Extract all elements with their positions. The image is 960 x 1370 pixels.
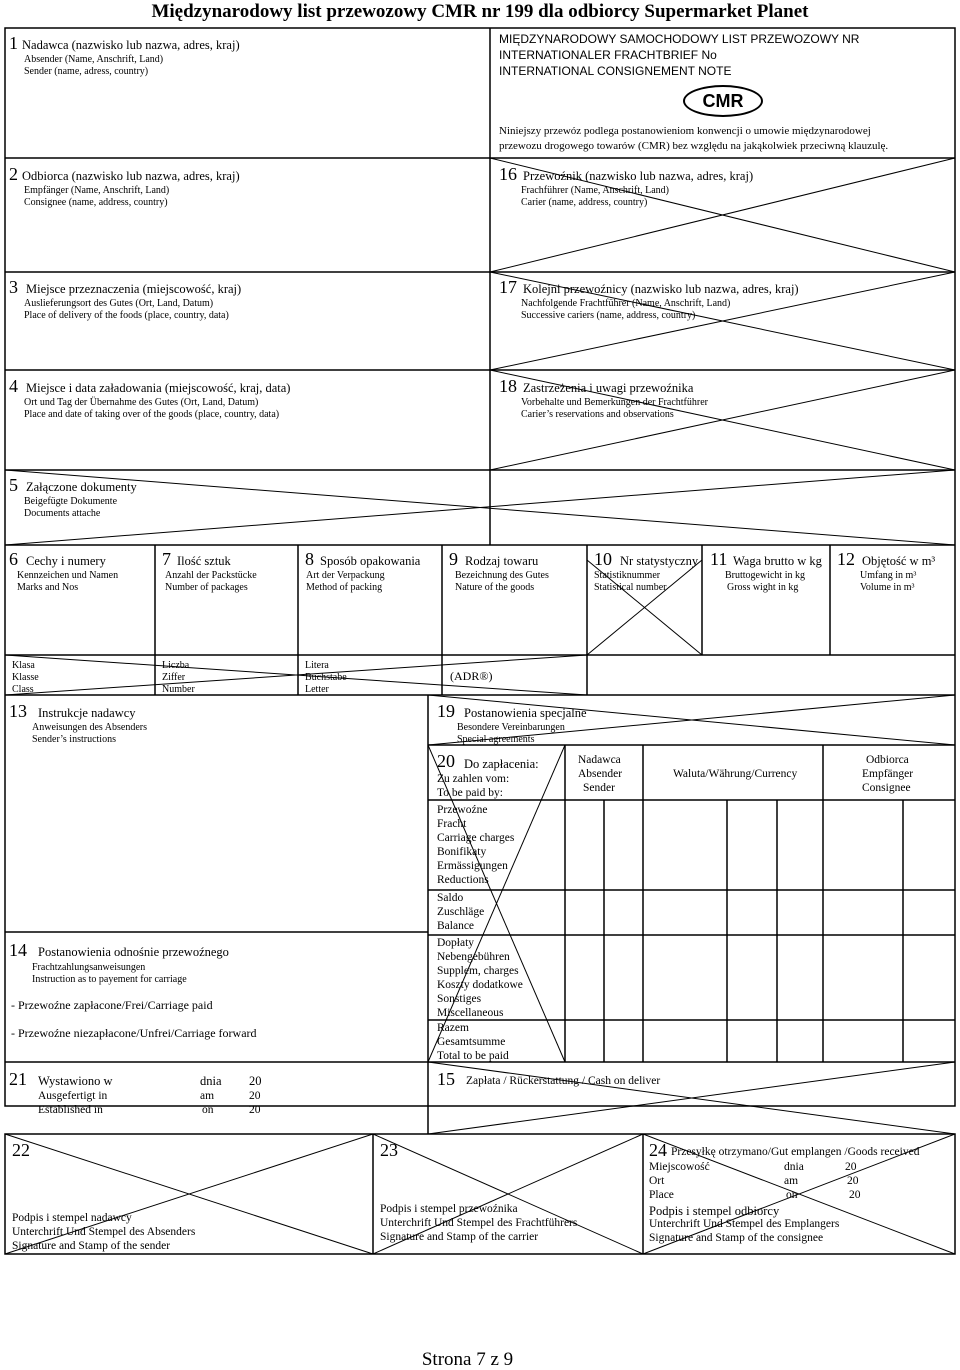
field-16-label-en: Carier (name, address, country) xyxy=(521,197,648,208)
charge-row-label: Supplem, charges xyxy=(437,965,519,977)
field-24-line-1: Podpis i stempel odbiorcy xyxy=(649,1204,780,1218)
field-10-label-en: Statistical number xyxy=(594,582,667,593)
charge-row-label: Carriage charges xyxy=(437,832,515,844)
field-14-label-de: Frachtzahlungsanweisungen xyxy=(32,962,146,973)
charge-row-label: Razem xyxy=(437,1022,469,1034)
adr-litera-pl: Litera xyxy=(305,660,329,671)
field-17-label-pl: Kolejni przewoźnicy (nazwisko lub nazwa, adres, kraj) xyxy=(523,282,799,296)
field-24-place-pl: Miejscowość xyxy=(649,1161,710,1173)
field-11-label-de: Bruttogewicht in kg xyxy=(725,570,805,581)
field-24-year: 20 xyxy=(849,1189,861,1201)
adr-liczba-pl: Liczba xyxy=(162,660,190,671)
field-1-label-en: Sender (name, adress, country) xyxy=(24,66,149,77)
field-3-label-de: Auslieferungsort des Gutes (Ort, Land, Datum) xyxy=(24,298,214,309)
field-10-number: 10 xyxy=(594,549,612,569)
field-17-number: 17 xyxy=(499,277,517,297)
charge-row-label: Bonifikaty xyxy=(437,846,487,858)
field-16-number: 16 xyxy=(499,164,517,184)
page-title: Międzynarodowy list przewozowy CMR nr 199 dla odbiorcy Supermarket Planet xyxy=(151,1,809,22)
field-12-label-pl: Objętość w m³ xyxy=(862,554,936,568)
page-number: Strona 7 z 9 xyxy=(421,1349,514,1370)
adr-klasa-de: Klasse xyxy=(12,672,39,683)
col-consignee-pl: Odbiorca xyxy=(866,754,909,766)
col-currency: Waluta/Währung/Currency xyxy=(673,768,798,780)
adr-liczba-de: Ziffer xyxy=(162,672,186,683)
field-5-label-en: Documents attache xyxy=(24,508,101,519)
field-24-year: 20 xyxy=(845,1161,857,1173)
field-9-label-de: Bezeichnung des Gutes xyxy=(455,570,549,581)
field-21-year: 20 xyxy=(249,1104,261,1116)
field-7-label-en: Number of packages xyxy=(165,582,248,593)
field-8-number: 8 xyxy=(305,549,314,569)
field-14-number: 14 xyxy=(9,940,27,960)
field-1-label-pl: Nadawca (nazwisko lub nazwa, adres, kraj) xyxy=(22,38,240,52)
option-carriage-forward: - Przewoźne niezapłacone/Unfrei/Carriage forward xyxy=(11,1026,257,1040)
field-7-label-de: Anzahl der Packstücke xyxy=(165,570,257,581)
field-23-line-2: Unterchrift Und Stempel des Frachtführers xyxy=(380,1217,578,1229)
field-19-label-pl: Postanowienia specjalne xyxy=(464,706,587,720)
field-21-day-de: am xyxy=(200,1090,215,1102)
field-24-place-de: Ort xyxy=(649,1175,665,1187)
field-17-label-de: Nachfolgende Frachtführer (Name, Anschrift, Land) xyxy=(521,298,731,309)
field-12-number: 12 xyxy=(837,549,855,569)
header-note-1: Niniejszy przewóz podlega postanowieniom konwencji o umowie międzynarodowej xyxy=(499,125,871,137)
field-21-label-en: Established in xyxy=(38,1104,103,1116)
field-2-label-en: Consignee (name, address, country) xyxy=(24,197,168,208)
field-23-line-3: Signature and Stamp of the carrier xyxy=(380,1231,539,1243)
charge-row-label: Saldo xyxy=(437,892,464,904)
field-6-label-pl: Cechy i numery xyxy=(26,554,106,568)
field-7-number: 7 xyxy=(162,549,171,569)
field-16-label-de: Frachführer (Name, Anschrift, Land) xyxy=(521,185,669,196)
field-3-label-en: Place of delivery of the foods (place, country, data) xyxy=(24,310,229,321)
field-22-line-3: Signature and Stamp of the sender xyxy=(12,1240,171,1252)
field-13-number: 13 xyxy=(9,701,27,721)
field-7-label-pl: Ilość sztuk xyxy=(177,554,231,568)
adr-klasa-en: Class xyxy=(12,684,34,695)
field-4-label-en: Place and date of taking over of the goods (place, country, data) xyxy=(24,409,280,420)
field-20-label-en: To be paid by: xyxy=(437,787,503,799)
field-5-label-pl: Załączone dokumenty xyxy=(26,480,137,494)
field-6-label-de: Kennzeichen und Namen xyxy=(17,570,119,581)
field-21-label-de: Ausgefertigt in xyxy=(38,1090,108,1102)
col-consignee-de: Empfänger xyxy=(862,768,914,780)
adr-label: (ADR®) xyxy=(450,669,493,683)
header-line-3: INTERNATIONAL CONSIGNEMENT NOTE xyxy=(499,64,732,78)
charge-row-label: Gesamtsumme xyxy=(437,1036,506,1048)
field-20-label-pl: Do zapłacenia: xyxy=(464,757,539,771)
col-consignee-en: Consignee xyxy=(862,782,911,794)
adr-klasa-pl: Klasa xyxy=(12,660,35,671)
header-note-2: przewozu drogowego towarów (CMR) bez względu na jakąkolwiek przeciwną klauzulę. xyxy=(499,140,889,152)
col-sender-de: Absender xyxy=(578,768,623,780)
field-15-number: 15 xyxy=(437,1069,455,1089)
field-19-label-en: Special agreements xyxy=(457,734,535,745)
field-15-label: Zapłata / Rückerstattung / Cash on deliver xyxy=(466,1075,661,1087)
field-16-label-pl: Przewoźnik (nazwisko lub nazwa, adres, kraj) xyxy=(523,169,754,183)
field-9-number: 9 xyxy=(449,549,458,569)
field-21-number: 21 xyxy=(9,1069,27,1089)
col-sender-en: Sender xyxy=(583,782,615,794)
field-24-year: 20 xyxy=(847,1175,859,1187)
field-8-label-en: Method of packing xyxy=(306,582,383,593)
field-21-day-en: on xyxy=(202,1104,214,1116)
field-1-number: 1 xyxy=(9,33,18,53)
field-22-number: 22 xyxy=(12,1140,30,1160)
field-23-line-1: Podpis i stempel przewoźnika xyxy=(380,1203,518,1215)
field-18-label-pl: Zastrzeżenia i uwagi przewoźnika xyxy=(523,381,694,395)
field-21-label-pl: Wystawiono w xyxy=(38,1074,113,1088)
charge-row-label: Zuschläge xyxy=(437,906,485,918)
field-10-label-de: Statistiknummer xyxy=(594,570,661,581)
field-18-label-de: Vorbehalte und Bemerkungen der Frachtführer xyxy=(521,397,708,408)
field-10-label-pl: Nr statystyczny xyxy=(620,554,699,568)
col-sender-pl: Nadawca xyxy=(578,754,621,766)
field-24-place-en: Place xyxy=(649,1189,674,1201)
field-4-label-pl: Miejsce i data załadowania (miejscowość, kraj, data) xyxy=(26,381,291,395)
field-21-year: 20 xyxy=(249,1074,262,1088)
field-24-number: 24 xyxy=(649,1140,667,1160)
charge-row-label: Balance xyxy=(437,920,475,932)
field-23-number: 23 xyxy=(380,1140,398,1160)
field-24-line-2: Unterchrift Und Stempel des Emplangers xyxy=(649,1218,840,1230)
field-3-number: 3 xyxy=(9,277,18,297)
field-4-number: 4 xyxy=(9,376,18,396)
field-9-label-pl: Rodzaj towaru xyxy=(465,554,539,568)
field-20-label-de: Zu zahlen vom: xyxy=(437,773,510,785)
field-2-label-pl: Odbiorca (nazwisko lub nazwa, adres, kraj) xyxy=(22,169,240,183)
charge-row-label: Total to be paid xyxy=(437,1050,509,1062)
charge-row-label: Nebengebühren xyxy=(437,951,510,963)
field-11-label-en: Gross wight in kg xyxy=(727,582,799,593)
adr-litera-de: Buchstabe xyxy=(305,672,347,683)
field-13-label-de: Anweisungen des Absenders xyxy=(32,722,147,733)
charge-row-label: Dopłaty xyxy=(437,937,475,949)
field-8-label-pl: Sposób opakowania xyxy=(320,554,421,568)
field-9-label-en: Nature of the goods xyxy=(455,582,535,593)
field-18-label-en: Carier’s reservations and observations xyxy=(521,409,674,420)
adr-liczba-en: Number xyxy=(162,684,195,695)
field-17-label-en: Successive cariers (name, address, country) xyxy=(521,310,696,321)
charge-row-label: Przewoźne xyxy=(437,804,488,816)
field-21-year: 20 xyxy=(249,1090,261,1102)
field-22-line-2: Unterchrift Und Stempel des Absenders xyxy=(12,1226,196,1238)
field-19-number: 19 xyxy=(437,701,455,721)
field-11-label-pl: Waga brutto w kg xyxy=(733,554,822,568)
field-24-line-3: Signature and Stamp of the consignee xyxy=(649,1232,824,1244)
field-19-label-de: Besondere Vereinbarungen xyxy=(457,722,565,733)
field-13-label-en: Sender’s instructions xyxy=(32,734,116,745)
header-line-1: MIĘDZYNARODOWY SAMOCHODOWY LIST PRZEWOZOWY NR xyxy=(499,32,860,46)
field-14-label-en: Instruction as to payement for carriage xyxy=(32,974,187,985)
charge-row-label: Ermässigungen xyxy=(437,860,508,872)
adr-litera-en: Letter xyxy=(305,684,329,695)
field-24-day-de: am xyxy=(784,1175,799,1187)
field-13-label-pl: Instrukcje nadawcy xyxy=(38,706,136,720)
charge-row-label: Miscellaneous xyxy=(437,1007,504,1019)
charge-row-label: Koszty dodatkowe xyxy=(437,979,523,991)
field-24-day-pl: dnia xyxy=(784,1161,804,1173)
cmr-logo: CMR xyxy=(683,85,763,117)
charge-row-label: Fracht xyxy=(437,818,467,830)
header-line-2: INTERNATIONALER FRACHTBRIEF No xyxy=(499,48,717,62)
field-5-label-de: Beigefügte Dokumente xyxy=(24,496,118,507)
field-8-label-de: Art der Verpackung xyxy=(306,570,385,581)
field-24-header: Przesyłkę otrzymano/Gut emplangen /Goods received xyxy=(671,1146,920,1158)
charge-row-label: Reductions xyxy=(437,874,489,886)
field-12-label-en: Volume in m³ xyxy=(860,582,915,593)
field-11-number: 11 xyxy=(710,549,728,569)
field-6-label-en: Marks and Nos xyxy=(17,582,79,593)
field-2-number: 2 xyxy=(9,164,18,184)
field-4-label-de: Ort und Tag der Übernahme des Gutes (Ort, Land, Datum) xyxy=(24,397,259,408)
field-2-label-de: Empfänger (Name, Anschrift, Land) xyxy=(24,185,170,196)
field-1-label-de: Absender (Name, Anschrift, Land) xyxy=(24,54,164,65)
field-22-line-1: Podpis i stempel nadawcy xyxy=(12,1212,132,1224)
field-14-label-pl: Postanowienia odnośnie przewoźnego xyxy=(38,945,229,959)
field-21-day-pl: dnia xyxy=(200,1074,222,1088)
field-24-day-en: on xyxy=(786,1189,798,1201)
field-3-label-pl: Miejsce przeznaczenia (miejscowość, kraj) xyxy=(26,282,242,296)
field-20-number: 20 xyxy=(437,751,455,771)
charge-row-label: Sonstiges xyxy=(437,993,482,1005)
field-18-number: 18 xyxy=(499,376,517,396)
field-12-label-de: Umfang in m³ xyxy=(860,570,917,581)
field-6-number: 6 xyxy=(9,549,18,569)
option-carriage-paid: - Przewoźne zapłacone/Frei/Carriage paid xyxy=(11,998,213,1012)
field-5-number: 5 xyxy=(9,475,18,495)
